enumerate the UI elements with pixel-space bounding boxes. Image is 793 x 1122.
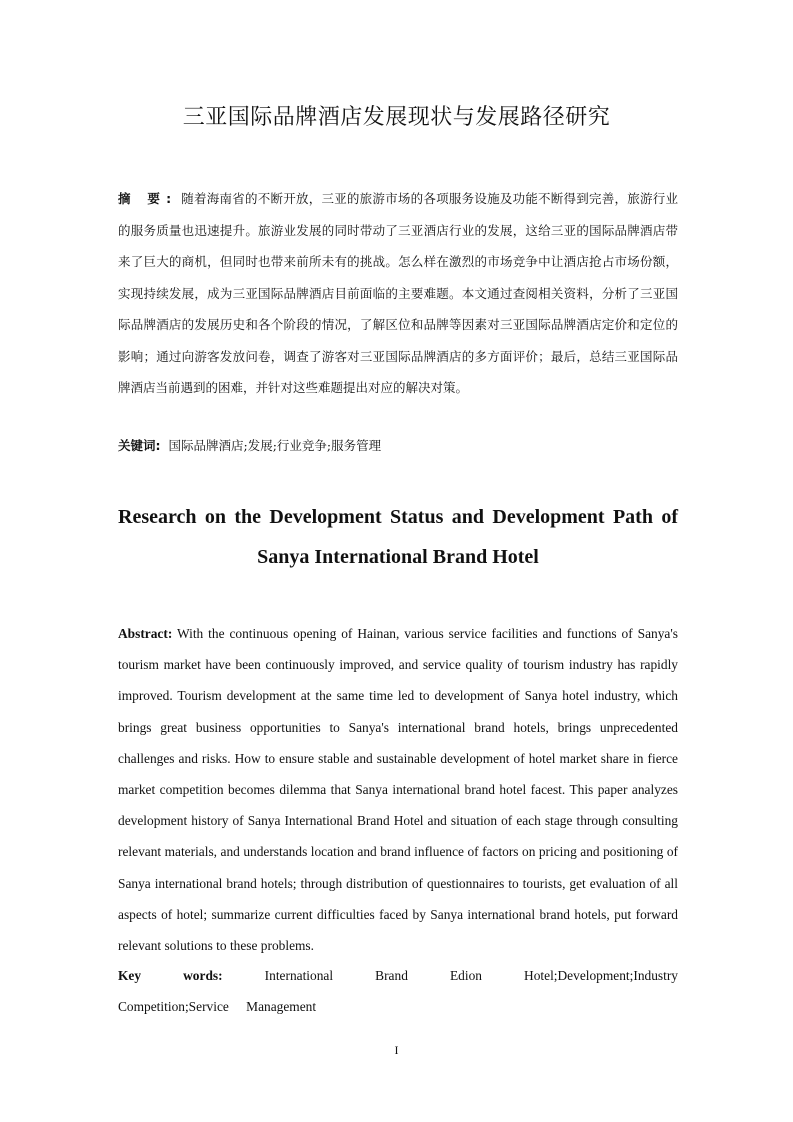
chinese-abstract-label: 摘 要:	[118, 191, 178, 206]
english-abstract-text: With the continuous opening of Hainan, various service facilities and functions of Sanya's tourism market have been continuously improved, and service quality of tourism industry has rapidly improved. Tourism development at the same time led to development of Sanya hotel industry, which brings great business opportunities to Sanya's international brand hotels, brings unprecedented challenges and risks. How to ensure stable and sustainable development of hotel market share in fierce market competition becomes dilemma that Sanya international brand hotel facest. This paper analyzes development history of Sanya International Brand Hotel and situation of each stage through consulting relevant materials, and understands location and brand influence of factors on pricing and positioning of Sanya international brand hotels; through distribution of questionnaires to tourists, get evaluation of all aspects of hotel; summarize current difficulties faced by Sanya international brand hotels, put forward relevant solutions to these problems.	[118, 626, 678, 954]
english-abstract	[118, 618, 678, 961]
english-title	[118, 497, 678, 577]
english-abstract-label: Abstract:	[118, 626, 173, 641]
english-keywords	[118, 960, 678, 1022]
english-title-line-2: Sanya International Brand Hotel	[257, 546, 539, 568]
chinese-keywords-text: 国际品牌酒店;发展;行业竞争;服务管理	[168, 438, 382, 453]
chinese-title: 三亚国际品牌酒店发展现状与发展路径研究	[182, 105, 611, 130]
page-number: I	[394, 1043, 399, 1057]
english-keywords-text: International Brand Edion Hotel;Development;Industry Competition;Service Management	[118, 968, 678, 1015]
chinese-abstract-text: 随着海南省的不断开放，三亚的旅游市场的各项服务设施及功能不断得到完善，旅游行业的服务质量也迅速提升。旅游业发展的同时带动了三亚酒店行业的发展，这给三亚的国际品牌酒店带来了巨大的商机，但同时也带来前所未有的挑战。怎么样在激烈的市场竞争中让酒店抢占市场份额，实现持续发展，成为三亚国际品牌酒店目前面临的主要难题。本文通过查阅相关资料，分析了三亚国际品牌酒店的发展历史和各个阶段的情况，了解区位和品牌等因素对三亚国际品牌酒店定价和定位的影响；通过向游客发放问卷，调查了游客对三亚国际品牌酒店的多方面评价；最后，总结三亚国际品牌酒店当前遇到的困难，并针对这些难题提出对应的解决对策。	[118, 191, 678, 395]
english-keywords-label: Key words:	[118, 968, 223, 983]
chinese-abstract	[118, 183, 678, 404]
chinese-keywords	[118, 434, 678, 458]
chinese-keywords-label: 关键词:	[118, 438, 161, 453]
english-title-line-1: Research on the Development Status and Development Path of	[118, 506, 678, 528]
